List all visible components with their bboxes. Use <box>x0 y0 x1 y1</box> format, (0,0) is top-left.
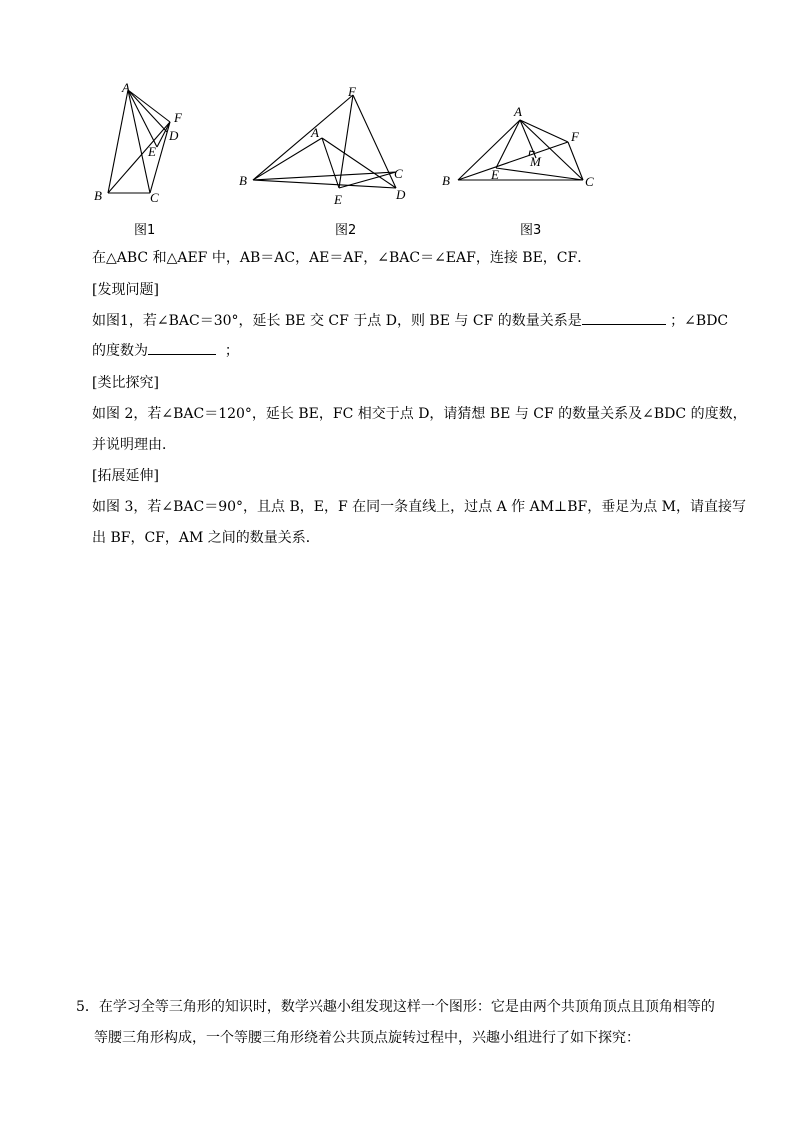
problem-intro: 在△ABC 和△AEF 中，AB＝AC，AE＝AF，∠BAC＝∠EAF，连接 BE，CF． <box>92 250 592 266</box>
figure-3 <box>438 98 608 198</box>
figure-1 <box>90 80 200 205</box>
fig3-label-A: A <box>514 104 522 119</box>
figure-1-diagram <box>90 80 200 205</box>
question-5-text-1: 在学习全等三角形的知识时，数学兴趣小组发现这样一个图形：它是由两个共顶角顶点且顶角相等的 <box>98 999 715 1015</box>
discover-question-part-4: ； <box>224 343 239 359</box>
section-analogy-line-2: 并说明理由． <box>92 437 176 453</box>
fig2-label-B: B <box>239 173 247 188</box>
fig2-label-C: C <box>394 166 403 181</box>
question-5-line-2: 等腰三角形构成，一个等腰三角形绕着公共顶点旋转过程中，兴趣小组进行了如下探究： <box>94 1030 640 1046</box>
section-discover-line-2 <box>92 340 239 361</box>
figure-3-caption: 图3 <box>520 223 542 238</box>
section-discover-title: [发现问题] <box>92 282 159 298</box>
section-analogy-line-1: 如图 2，若∠BAC＝120°，延长 BE，FC 相交于点 D，请猜想 BE 与 CF 的数量关系及∠BDC 的度数， <box>92 406 747 422</box>
section-extension-line-2: 出 BF，CF，AM 之间的数量关系． <box>92 530 320 546</box>
section-analogy-title: [类比探究] <box>92 375 159 391</box>
discover-question-part-3: 的度数为 <box>92 343 148 359</box>
question-5-line-1 <box>76 997 715 1017</box>
fig2-label-F: F <box>348 84 356 99</box>
figure-3-diagram <box>438 98 608 198</box>
fig2-label-E: E <box>334 192 342 207</box>
question-5-number: 5． <box>76 999 99 1015</box>
section-extension-title: [拓展延伸] <box>92 468 159 484</box>
fig1-label-D: D <box>169 128 179 143</box>
figure-2-diagram <box>236 80 416 205</box>
answer-blank-2 <box>148 340 216 355</box>
discover-question-part-2: ；∠BDC <box>670 313 729 329</box>
section-extension-line-1: 如图 3，若∠BAC＝90°，且点 B，E，F 在同一条直线上，过点 A 作 AM⊥BF，垂足为点 M，请直接写 <box>92 499 746 515</box>
figure-2 <box>236 80 416 205</box>
fig1-label-A: A <box>122 80 130 95</box>
fig1-label-C: C <box>150 190 159 205</box>
fig2-label-D: D <box>396 187 406 202</box>
fig3-label-C: C <box>585 174 594 189</box>
fig3-label-F: F <box>571 129 579 144</box>
figure-1-caption: 图1 <box>134 223 156 238</box>
fig3-label-B: B <box>442 173 450 188</box>
fig3-label-M: M <box>530 154 541 169</box>
section-discover-line-1 <box>92 310 728 331</box>
fig1-label-B: B <box>94 188 102 203</box>
discover-question-part-1: 如图1，若∠BAC＝30°，延长 BE 交 CF 于点 D，则 BE 与 CF 的数量关系是 <box>92 313 582 329</box>
fig3-label-E: E <box>491 167 499 182</box>
answer-blank-1 <box>582 310 666 325</box>
fig1-label-E: E <box>148 144 156 159</box>
fig1-label-F: F <box>174 110 182 125</box>
figure-2-caption: 图2 <box>335 223 357 238</box>
fig2-label-A: A <box>311 125 319 140</box>
